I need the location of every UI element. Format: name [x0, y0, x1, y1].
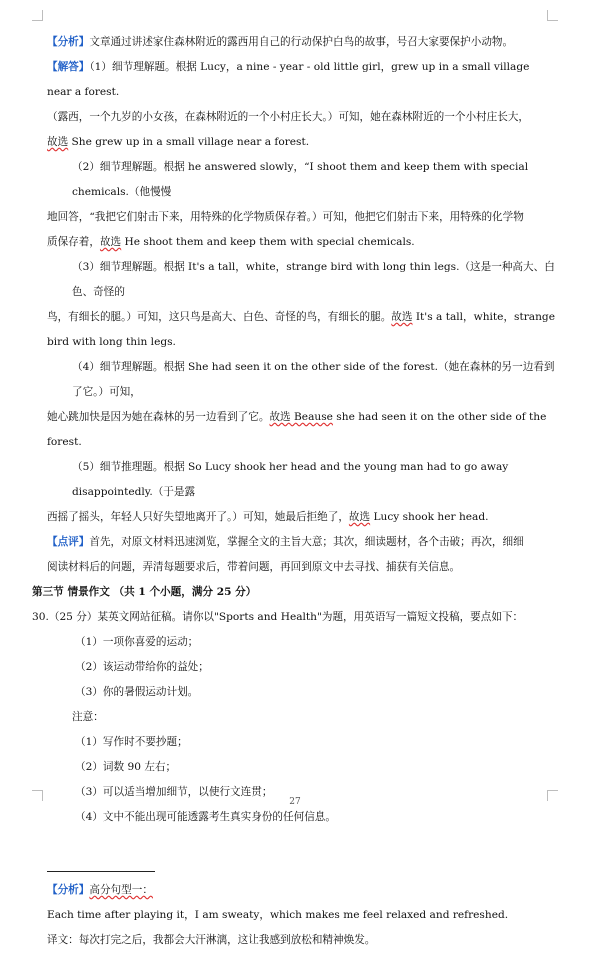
analysis2-line: 【分析】高分句型一： [47, 884, 153, 896]
q30-point-2: （2）该运动带给你的益处； [75, 661, 209, 673]
answer-write-line [47, 857, 155, 872]
q30-point-1: （1）一项你喜爱的运动； [75, 636, 199, 648]
analysis-paragraph: 【分析】文章通过讲述家住森林附近的露西用自己的行动保护白鸟的故事，号召大家要保护小动物。 [47, 36, 514, 48]
answer-q5-line2: 西摇了摇头，年轻人只好失望地离开了。）可知，她最后拒绝了，故选 Lucy shook her head. [47, 511, 489, 523]
q30-note-1: （1）写作时不要抄题； [75, 736, 188, 748]
answer-q4-line2: 她心跳加快是因为她在森林的另一边看到了它。故选 Beause she had seen it on the other side of the forest. [47, 411, 547, 448]
answer-q2-line1: （2）细节理解题。根据 he answered slowly，“I shoot them and keep them with special chemicals.（他慢慢 [72, 161, 529, 198]
analysis2-sentence: Each time after playing it，I am sweaty，which makes me feel relaxed and refreshed. [47, 909, 509, 921]
analysis2-translation: 译文：每次打完之后，我都会大汗淋漓，这让我感到放松和精神焕发。 [47, 934, 376, 946]
answer-q1-line3: 故选 She grew up in a small village near a forest. [47, 136, 310, 148]
corner-mark-top-right [547, 10, 558, 21]
answer-q2-line2: 地回答，“我把它们射击下来，用特殊的化学物质保存着。）可知，他把它们射击下来，用特殊的化学物 [47, 211, 524, 223]
answer-q5-line1: （5）细节推理题。根据 So Lucy shook her head and the young man had to go away disappointedly.（于是露 [72, 461, 509, 498]
q30-point-3: （3）你的暑假运动计划。 [75, 686, 199, 698]
answer-q3-line1: （3）细节理解题。根据 It's a tall，white，strange bird with long thin legs.（这是一种高大、白色、奇怪的 [72, 261, 555, 298]
corner-mark-top-left [32, 10, 43, 21]
comment-line1: 【点评】首先，对原文材料迅速浏览，掌握全文的主旨大意；其次，细读题材，各个击破；再次，细细 [47, 536, 524, 548]
q30-note-label: 注意： [72, 711, 104, 723]
answer-q4-line1: （4）细节理解题。根据 She had seen it on the other side of the forest.（她在森林的另一边看到了它。）可知， [72, 361, 555, 398]
page-number: 27 [289, 797, 301, 807]
answer-q3-line3: bird with long thin legs. [47, 336, 176, 348]
answer-q1-line2: （露西，一个九岁的小女孩，在森林附近的一个小村庄长大。）可知，她在森林附近的一个小村庄长大， [47, 111, 530, 123]
question-30-stem: 30.（25 分）某英文网站征稿。请你以"Sports and Health"为题，用英语写一篇短文投稿，要点如下： [32, 611, 524, 623]
q30-note-2: （2）词数 90 左右； [75, 761, 177, 773]
answer-q2-line3: 质保存着，故选 He shoot them and keep them with special chemicals. [47, 236, 415, 248]
blank-line [47, 830, 555, 855]
document-body [32, 30, 555, 953]
answer-q3-line2: 鸟，有细长的腿。）可知，这只鸟是高大、白色、奇怪的鸟，有细长的腿。故选 It's a tall，white，strange [47, 311, 555, 323]
comment-line2: 阅读材料后的问题，弄清每题要求后，带着问题，再回到原文中去寻找、捕获有关信息。 [47, 561, 461, 573]
answer-q1-line1: 【解答】（1）细节理解题。根据 Lucy，a nine - year - old little girl，grew up in a small village near a forest. [47, 61, 530, 98]
q30-note-4: （4）文中不能出现可能透露考生真实身份的任何信息。 [75, 811, 336, 823]
q30-note-3: （3）可以适当增加细节，以使行文连贯； [75, 786, 273, 798]
section-title: 第三节 情景作文 （共 1 个小题，满分 25 分） [32, 586, 257, 598]
